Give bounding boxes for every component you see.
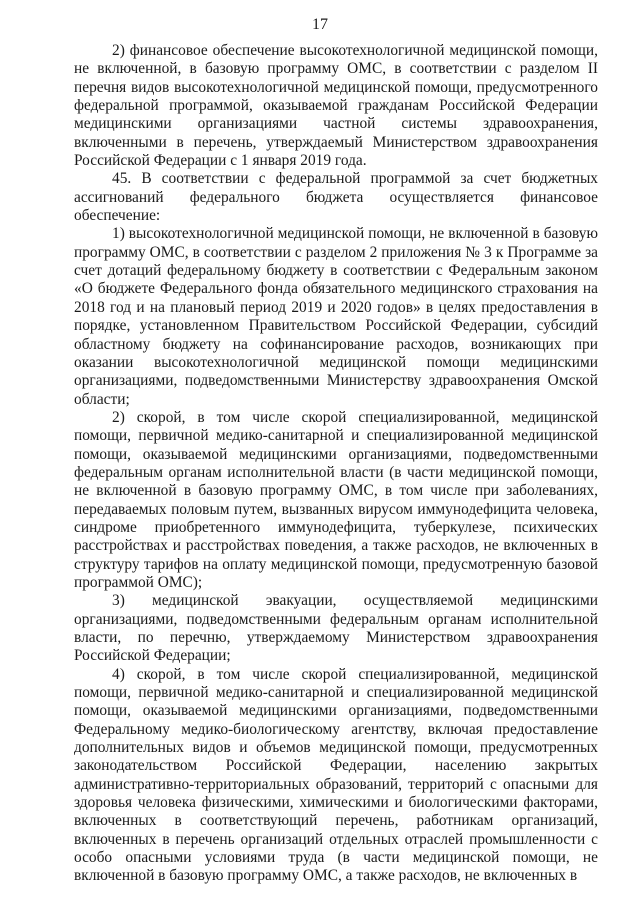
paragraph-item-3: 3) медицинской эвакуации, осуществляемой медицинскими организациями, подведомственными федеральным органам исполнительной власти, по перечню, утверждаемому Министерством здравоохранения Российской Федерации;: [74, 592, 598, 665]
paragraph-financing-private: 2) финансовое обеспечение высокотехнологичной медицинской помощи, не включенной, в базовую программу ОМС, в соответствии с разделом II перечня видов высокотехнологичной медицинской помощи, предусмотренного федеральной программой, оказываемой гражданам Российской Федерации медицинскими организациями частной системы здравоохранения, включенными в перечень, утверждаемый Министерством здравоохранения Российской Федерации с 1 января 2019 года.: [74, 42, 598, 170]
document-body: [74, 42, 598, 886]
paragraph-item-2: 2) скорой, в том числе скорой специализированной, медицинской помощи, первичной медико-санитарной и специализированной медицинской помощи, оказываемой медицинскими организациями, подведомственными федеральным органам исполнительной власти (в части медицинской помощи, не включенной в базовую программу ОМС, в том числе при заболеваниях, передаваемых половым путем, вызванных вирусом иммунодефицита человека, синдроме приобретенного иммунодефицита, туберкулезе, психических расстройствах и расстройствах поведения, а также расходов, не включенных в структуру тарифов на оплату медицинской помощи, предусмотренную базовой программой ОМС);: [74, 408, 598, 591]
paragraph-item-4: 4) скорой, в том числе скорой специализированной, медицинской помощи, первичной медико-санитарной и специализированной медицинской помощи, оказываемой медицинскими организациями, подведомственными Федеральному медико-биологическому агентству, включая предоставление дополнительных видов и объемов медицинской помощи, предусмотренных законодательством Российской Федерации, населению закрытых административно-территориальных образований, территорий с опасными для здоровья человека физическими, химическими и биологическими факторами, включенных в соответствующий перечень, работникам организаций, включенных в перечень организаций отдельных отраслей промышленности с особо опасными условиями труда (в части медицинской помощи, не включенной в базовую программу ОМС, а также расходов, не включенных в: [74, 665, 598, 885]
page-number: 17: [312, 16, 328, 33]
paragraph-45-intro: 45. В соответствии с федеральной программой за счет бюджетных ассигнований федерального бюджета осуществляется финансовое обеспечение:: [74, 170, 598, 225]
paragraph-item-1: 1) высокотехнологичной медицинской помощи, не включенной в базовую программу ОМС, в соответствии с разделом 2 приложения № 3 к Программе за счет дотаций федеральному бюджету в соответствии с Федеральным законом «О бюджете Федерального фонда обязательного медицинского страхования на 2018 год и на плановый период 2019 и 2020 годов» в целях предоставления в порядке, установленном Правительством Российской Федерации, субсидий областному бюджету на софинансирование расходов, возникающих при оказании высокотехнологичной медицинской помощи медицинскими организациями, подведомственными Министерству здравоохранения Омской области;: [74, 225, 598, 408]
